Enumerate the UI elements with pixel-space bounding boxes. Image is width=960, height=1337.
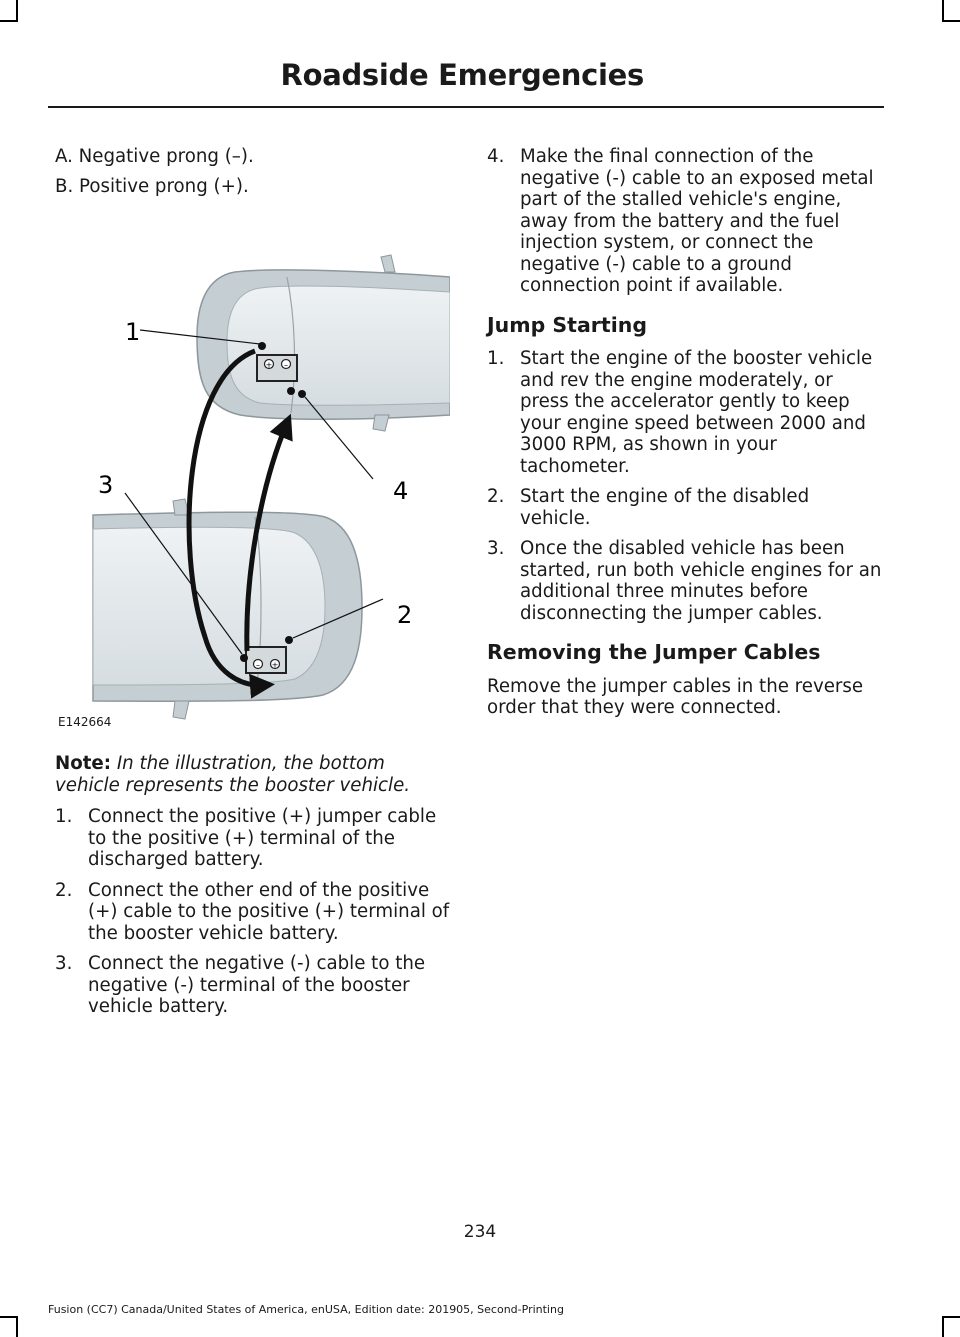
step-text: Start the engine of the booster vehicle and rev the engine moderately, or press the accelerator gently to keep your engine speed between 2000 and 3000 RPM, as shown in your tachometer. [520,348,873,477]
list-item [55,880,450,945]
booster-vehicle-battery [246,647,286,673]
list-item [55,953,450,1018]
edition-footer: Fusion (CC7) Canada/United States of America, enUSA, Edition date: 201905, Second-Printing [48,1303,564,1316]
step-number: 1. [55,806,73,827]
prong-a-caption: A. Negative prong (–). [55,146,254,167]
list-item [487,348,882,477]
page-title: Roadside Emergencies [280,58,644,92]
step-number: 3. [487,538,505,559]
step-text: Connect the negative (-) cable to the negative (-) terminal of the booster vehicle battery. [88,953,426,1017]
prong-b-caption: B. Positive prong (+). [55,175,249,197]
callout-2: 2 [397,601,413,629]
jump-start-illustration [55,217,450,739]
jump-starting-steps [487,348,882,624]
positive-symbol: + [265,360,273,370]
connection-point-4 [298,390,306,398]
step-text: Start the engine of the disabled vehicle. [520,486,810,529]
step-number: 2. [487,486,505,507]
callout-1: 1 [125,318,141,346]
crop-mark [16,0,18,22]
list-item [487,146,882,297]
step-text: Once the disabled vehicle has been started, run both vehicle engines for an additional three minutes before disconnecting the jumper cables. [520,538,882,624]
connection-point-3 [240,654,248,662]
list-item [55,806,450,871]
crop-mark [16,1316,18,1337]
step-number: 4. [487,146,505,167]
disabled-vehicle-battery [257,355,297,381]
removing-cables-text: Remove the jumper cables in the reverse order that they were connected. [487,675,864,718]
callout-3: 3 [98,471,114,499]
crop-mark [0,20,18,22]
ground-point [287,387,295,395]
crop-mark [942,0,944,22]
page-number: 234 [463,1222,497,1242]
booster-vehicle [93,499,362,719]
step-text: Make the final connection of the negative (-) cable to an exposed metal part of the stalled vehicle's engine, away from the battery and the fuel injection system, or connect the negative (-) cable to a ground connection point if available. [520,146,874,296]
removing-cables-heading: Removing the Jumper Cables [487,640,821,664]
note-text: In the illustration, the bottom vehicle represents the booster vehicle. [55,753,411,796]
step-text: Connect the positive (+) jumper cable to the positive (+) terminal of the discharged battery. [88,806,437,870]
header-rule [48,106,884,108]
crop-mark [942,1316,960,1318]
connection-point-2 [285,636,293,644]
connection-steps [55,806,450,1018]
disabled-vehicle [197,255,450,431]
left-column [55,146,450,1027]
step-number: 1. [487,348,505,369]
negative-symbol: – [284,360,288,370]
negative-symbol: – [256,660,260,670]
list-item [487,538,882,624]
jump-start-diagram [55,217,450,739]
step-number: 3. [55,953,73,974]
crop-mark [942,1316,944,1337]
crop-mark [942,20,960,22]
note [55,753,450,796]
callout-4: 4 [393,477,409,505]
crop-mark [0,1316,18,1318]
step-number: 2. [55,879,73,901]
right-column [487,146,882,727]
connection-steps-continued [487,146,882,297]
jump-starting-heading: Jump Starting [487,312,647,337]
positive-symbol: + [271,660,279,670]
step-text: Connect the other end of the positive (+) cable to the positive (+) terminal of the booster vehicle battery. [88,879,450,944]
note-label: Note: [55,753,112,774]
list-item [487,486,882,529]
figure-code: E142664 [58,714,112,729]
connection-point-1 [258,342,266,350]
